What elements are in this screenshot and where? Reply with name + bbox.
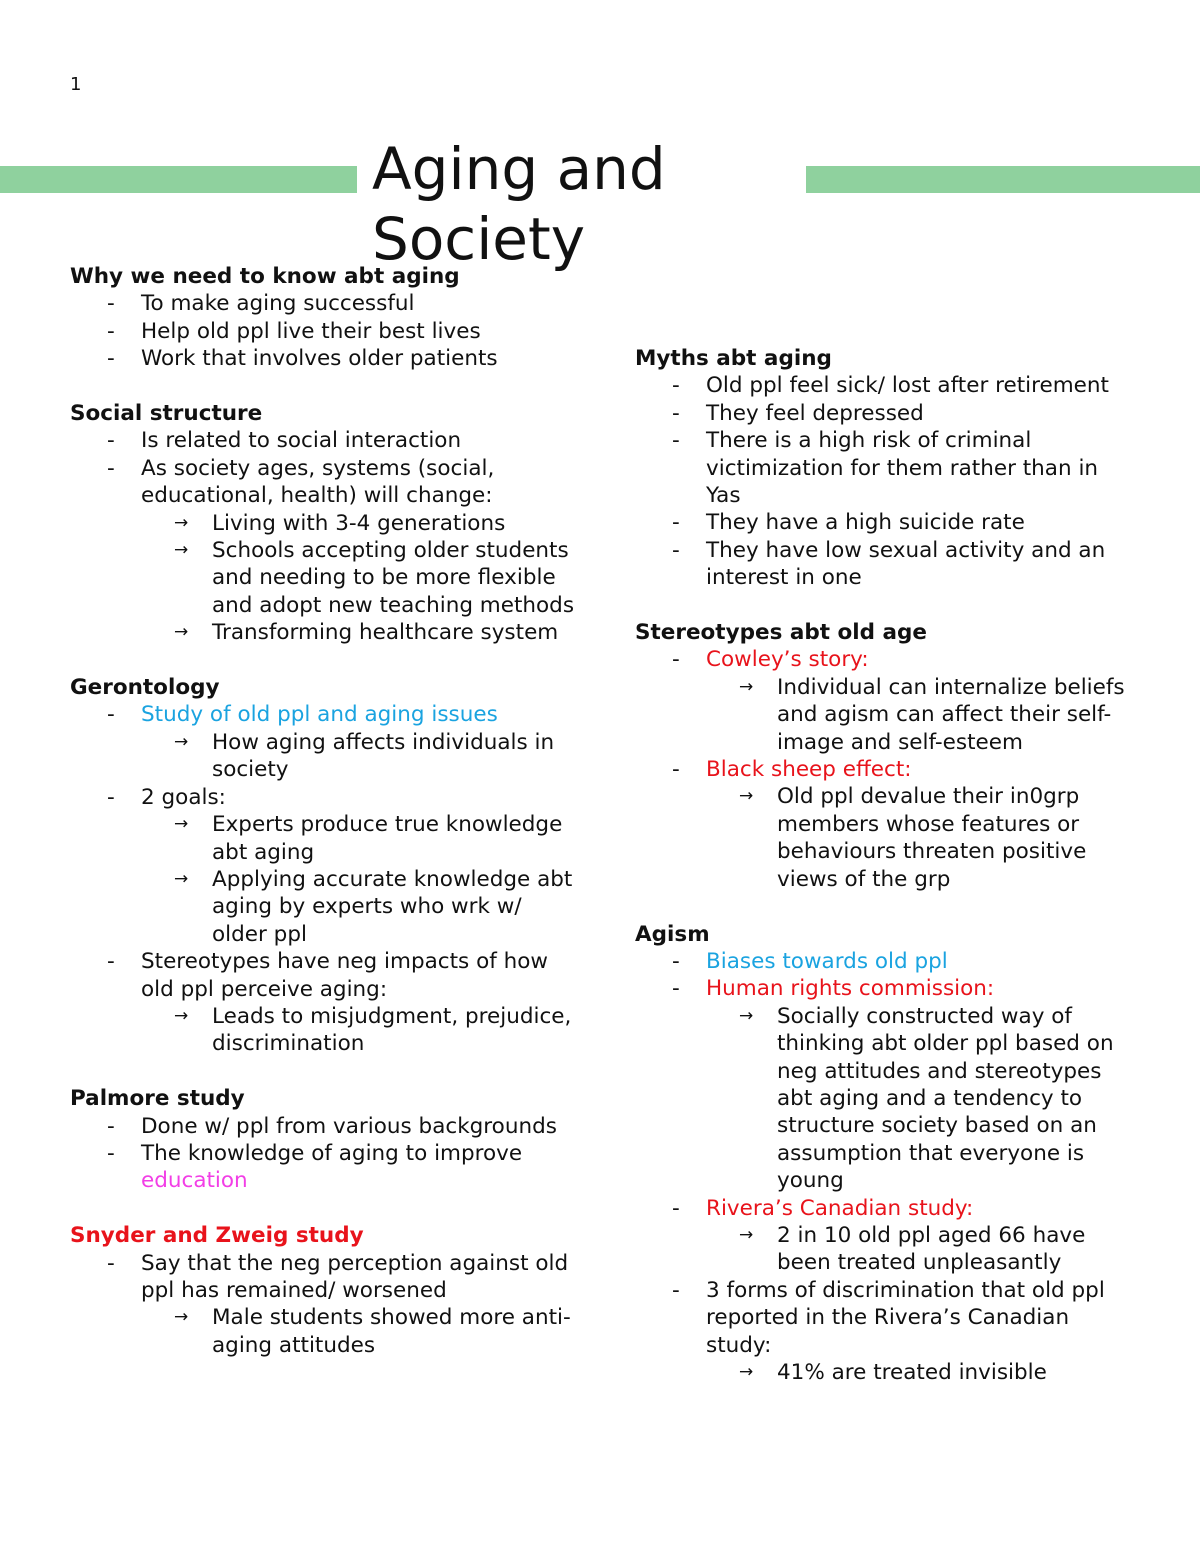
section-why-know-aging xyxy=(70,263,575,373)
list-item: - Old ppl feel sick/ lost after retirement xyxy=(672,373,1109,399)
highlight-text: education xyxy=(141,1168,248,1194)
dash-icon: - xyxy=(107,291,115,317)
dash-icon: - xyxy=(107,1113,115,1139)
left-column xyxy=(70,263,575,1387)
sub-list xyxy=(141,729,575,784)
bullet-list xyxy=(635,948,1135,1387)
section-heading: Palmore study xyxy=(70,1086,245,1112)
list-item: - Human rights commission: → Socially constructed way of thinking abt older ppl based on neg attitudes and stereotypes abt aging and a tendency to structure society based on an assumption that everyone is young xyxy=(635,975,1135,1194)
sub-list-item: → Leads to misjudgment, prejudice, discrimination xyxy=(174,1003,572,1057)
dash-icon: - xyxy=(672,1277,680,1303)
list-item: - Help old ppl live their best lives xyxy=(107,318,481,344)
arrow-right-icon: → xyxy=(174,1307,189,1328)
sub-list xyxy=(706,674,1135,756)
arrow-right-icon: → xyxy=(739,676,754,697)
bullet-list xyxy=(70,427,575,646)
dash-icon: - xyxy=(672,1195,680,1221)
dash-icon: - xyxy=(107,455,115,481)
section-myths-aging xyxy=(635,345,1135,592)
bullet-list xyxy=(70,701,575,1057)
sub-list xyxy=(141,1003,575,1058)
dash-icon: - xyxy=(107,1140,115,1166)
section-heading: Stereotypes abt old age xyxy=(635,620,928,646)
list-item: - Rivera’s Canadian study: → 2 in 10 old ppl aged 66 have been treated unpleasantly xyxy=(635,1195,1135,1277)
dash-icon: - xyxy=(107,346,115,372)
arrow-right-icon: → xyxy=(739,786,754,807)
section-stereotypes-old-age xyxy=(635,619,1135,893)
page-number: 1 xyxy=(70,74,82,95)
arrow-right-icon: → xyxy=(174,622,189,643)
sub-list xyxy=(141,1304,575,1359)
section-snyder-zweig-study xyxy=(70,1222,575,1359)
list-item: - They have low sexual activity and an interest in one xyxy=(672,537,1106,591)
list-item: - Stereotypes have neg impacts of how old ppl perceive aging: → Leads to misjudgment, prejudice, discrimination xyxy=(70,948,575,1058)
title-accent-bar-left xyxy=(0,166,357,193)
arrow-right-icon: → xyxy=(174,1005,189,1026)
dash-icon: - xyxy=(672,948,680,974)
list-item: - They feel depressed xyxy=(672,400,924,426)
dash-icon: - xyxy=(107,428,115,454)
title-container xyxy=(372,134,792,273)
bullet-list xyxy=(70,290,575,372)
section-heading: Agism xyxy=(635,921,710,947)
dash-icon: - xyxy=(107,702,115,728)
dash-icon: - xyxy=(107,318,115,344)
sub-list xyxy=(706,1359,1135,1386)
list-item: - There is a high risk of criminal victimization for them rather than in Yas xyxy=(672,428,1099,509)
dash-icon: - xyxy=(672,976,680,1002)
section-heading: Myths abt aging xyxy=(635,346,832,371)
arrow-right-icon: → xyxy=(174,814,189,835)
section-heading: Gerontology xyxy=(70,675,220,701)
section-heading: Snyder and Zweig study xyxy=(70,1223,364,1249)
sub-list xyxy=(706,783,1135,893)
list-item: - Cowley’s story: → Individual can internalize beliefs and agism can affect their self-image and self-esteem xyxy=(635,646,1135,756)
sub-list-item: → 41% are treated invisible xyxy=(739,1360,1047,1385)
dash-icon: - xyxy=(107,784,115,810)
sub-list-item: → Male students showed more anti-aging attitudes xyxy=(174,1305,571,1358)
sub-list xyxy=(141,811,575,948)
sub-list-item: → Schools accepting older students and needing to be more flexible and adopt new teaching methods xyxy=(174,538,575,618)
bullet-list xyxy=(635,646,1135,893)
dash-icon: - xyxy=(107,949,115,975)
section-heading: Social structure xyxy=(70,401,263,427)
arrow-right-icon: → xyxy=(739,1224,754,1245)
list-item: - Is related to social interaction xyxy=(107,428,462,454)
bullet-list xyxy=(635,372,1135,591)
right-column xyxy=(635,345,1135,1414)
dash-icon: - xyxy=(672,537,680,563)
list-item: - 3 forms of discrimination that old ppl reported in the Rivera’s Canadian study: → 41% are treated invisible xyxy=(635,1277,1135,1387)
sub-list-item: → How aging affects individuals in society xyxy=(174,729,555,783)
sub-list-item: → Transforming healthcare system xyxy=(174,620,559,646)
title-accent-bar-right xyxy=(806,166,1200,193)
sub-list-item: → Experts produce true knowledge abt aging xyxy=(174,812,563,865)
list-item: - Biases towards old ppl xyxy=(672,948,948,974)
sub-list xyxy=(706,1003,1135,1195)
sub-list-item: → Living with 3-4 generations xyxy=(174,510,506,536)
sub-list-item: → Applying accurate knowledge abt aging by experts who wrk w/ older ppl xyxy=(174,866,573,947)
sub-list xyxy=(706,1222,1135,1277)
arrow-right-icon: → xyxy=(174,540,189,561)
list-item: - Work that involves older patients xyxy=(107,346,498,372)
sub-list-item: → Old ppl devalue their in0grp members whose features or behaviours threaten positive views of the grp xyxy=(739,784,1087,892)
list-item: - To make aging successful xyxy=(107,291,415,317)
section-palmore-study xyxy=(70,1085,575,1195)
list-item: - As society ages, systems (social, educational, health) will change: → Living with 3-4 generations → Schools accepting older students and needing to be more flexible and adopt new teaching methods → Transforming healthcare system xyxy=(70,455,575,647)
dash-icon: - xyxy=(672,400,680,426)
sub-list-item: → Individual can internalize beliefs and agism can affect their self-image and self-esteem xyxy=(739,674,1125,755)
dash-icon: - xyxy=(107,1250,115,1276)
bullet-list xyxy=(70,1113,575,1195)
dash-icon: - xyxy=(672,510,680,536)
dash-icon: - xyxy=(672,428,680,454)
dash-icon: - xyxy=(672,373,680,399)
sub-list xyxy=(141,510,575,647)
arrow-right-icon: → xyxy=(174,512,189,533)
section-gerontology xyxy=(70,674,575,1058)
document-title: Aging and Society xyxy=(372,135,666,273)
list-item: - Say that the neg perception against old ppl has remained/ worsened → Male students showed more anti-aging attitudes xyxy=(70,1250,575,1360)
arrow-right-icon: → xyxy=(174,868,189,889)
dash-icon: - xyxy=(672,647,680,673)
list-item: - Done w/ ppl from various backgrounds xyxy=(107,1113,557,1139)
list-item: - Black sheep effect: → Old ppl devalue their in0grp members whose features or behaviours threaten positive views of the grp xyxy=(635,756,1135,893)
section-heading: Why we need to know abt aging xyxy=(70,264,460,289)
list-item: - They have a high suicide rate xyxy=(672,510,1025,536)
section-social-structure xyxy=(70,400,575,647)
arrow-right-icon: → xyxy=(739,1005,754,1026)
list-item: - The knowledge of aging to improve education xyxy=(107,1140,523,1194)
section-agism xyxy=(635,921,1135,1387)
sub-list-item: → Socially constructed way of thinking abt older ppl based on neg attitudes and stereotypes abt aging and a tendency to structure society based on an assumption that everyone is young xyxy=(739,1003,1114,1194)
list-item: - 2 goals: → Experts produce true knowledge abt aging → Applying accurate knowledge abt aging by experts who wrk w/ older ppl xyxy=(70,784,575,948)
arrow-right-icon: → xyxy=(174,731,189,752)
dash-icon: - xyxy=(672,757,680,783)
sub-list-item: → 2 in 10 old ppl aged 66 have been treated unpleasantly xyxy=(739,1222,1086,1276)
list-item: - Study of old ppl and aging issues → How aging affects individuals in society xyxy=(70,701,575,783)
bullet-list xyxy=(70,1250,575,1360)
arrow-right-icon: → xyxy=(739,1362,754,1382)
